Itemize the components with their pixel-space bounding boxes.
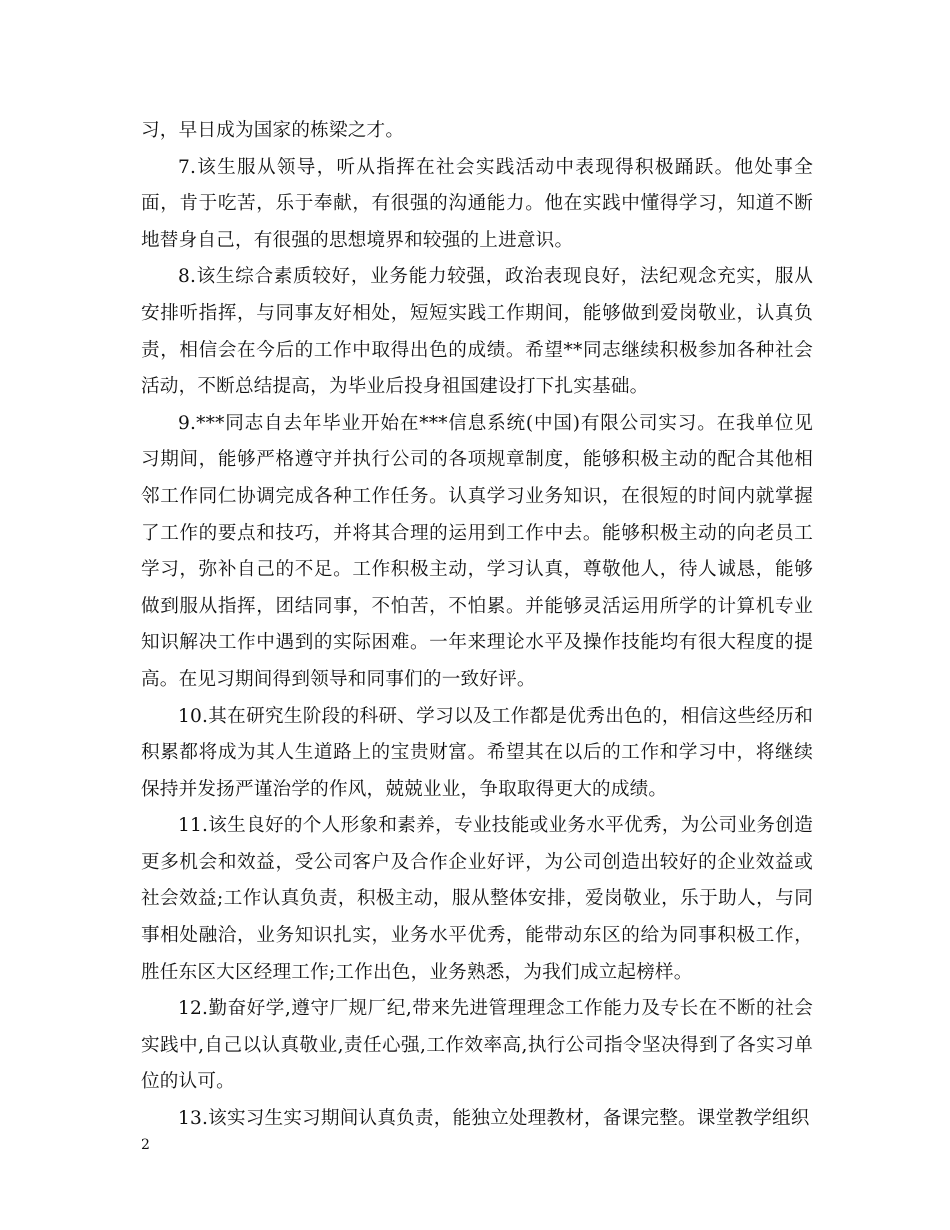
paragraph-9: 9.***同志自去年毕业开始在***信息系统(中国)有限公司实习。在我单位见习期间，能够严格遵守并执行公司的各项规章制度，能够积极主动的配合其他相邻工作同仁协调完成各种工作任务。认真学习业务知识，在很短的时间内就掌握了工作的要点和技巧，并将其合理的运用到工作中去。能够积极主动的向老员工学习，弥补自己的不足。工作积极主动，学习认真，尊敬他人，待人诚恳，能够做到服从指挥，团结同事，不怕苦，不怕累。并能够灵活运用所学的计算机专业知识解决工作中遇到的实际困难。一年来理论水平及操作技能均有很大程度的提高。在见习期间得到领导和同事们的一致好评。 bbox=[141, 412, 813, 690]
body-text bbox=[141, 113, 813, 1138]
paragraph-8: 8.该生综合素质较好，业务能力较强，政治表现良好，法纪观念充实，服从安排听指挥，与同事友好相处，短短实践工作期间，能够做到爱岗敬业，认真负责，相信会在今后的工作中取得出色的成绩。希望**同志继续积极参加各种社会活动，不断总结提高，为毕业后投身祖国建设打下扎实基础。 bbox=[141, 266, 813, 398]
paragraph-10: 10.其在研究生阶段的科研、学习以及工作都是优秀出色的，相信这些经历和积累都将成为其人生道路上的宝贵财富。希望其在以后的工作和学习中，将继续保持并发扬严谨治学的作风，兢兢业业，争取取得更大的成绩。 bbox=[141, 705, 813, 800]
paragraph-12: 12.勤奋好学,遵守厂规厂纪,带来先进管理理念工作能力及专长在不断的社会实践中,自己以认真敬业,责任心强,工作效率高,执行公司指令坚决得到了各实习单位的认可。 bbox=[141, 998, 813, 1093]
paragraph-11: 11.该生良好的个人形象和素养，专业技能或业务水平优秀，为公司业务创造更多机会和效益，受公司客户及合作企业好评，为公司创造出较好的企业效益或社会效益;工作认真负责，积极主动，服从整体安排，爱岗敬业，乐于助人，与同事相处融洽，业务知识扎实，业务水平优秀，能带动东区的给为同事积极工作，胜任东区大区经理工作;工作出色，业务熟悉，为我们成立起榜样。 bbox=[141, 815, 813, 983]
page-number: 2 bbox=[141, 1137, 150, 1153]
paragraph-7: 7.该生服从领导，听从指挥在社会实践活动中表现得积极踊跃。他处事全面，肯于吃苦，乐于奉献，有很强的沟通能力。他在实践中懂得学习，知道不断地替身自己，有很强的思想境界和较强的上进意识。 bbox=[141, 156, 813, 251]
paragraph-13: 13.该实习生实习期间认真负责，能独立处理教材，备课完整。课堂教学组织 bbox=[178, 1108, 810, 1130]
paragraph-continuation: 习，早日成为国家的栋梁之才。 bbox=[141, 120, 405, 141]
